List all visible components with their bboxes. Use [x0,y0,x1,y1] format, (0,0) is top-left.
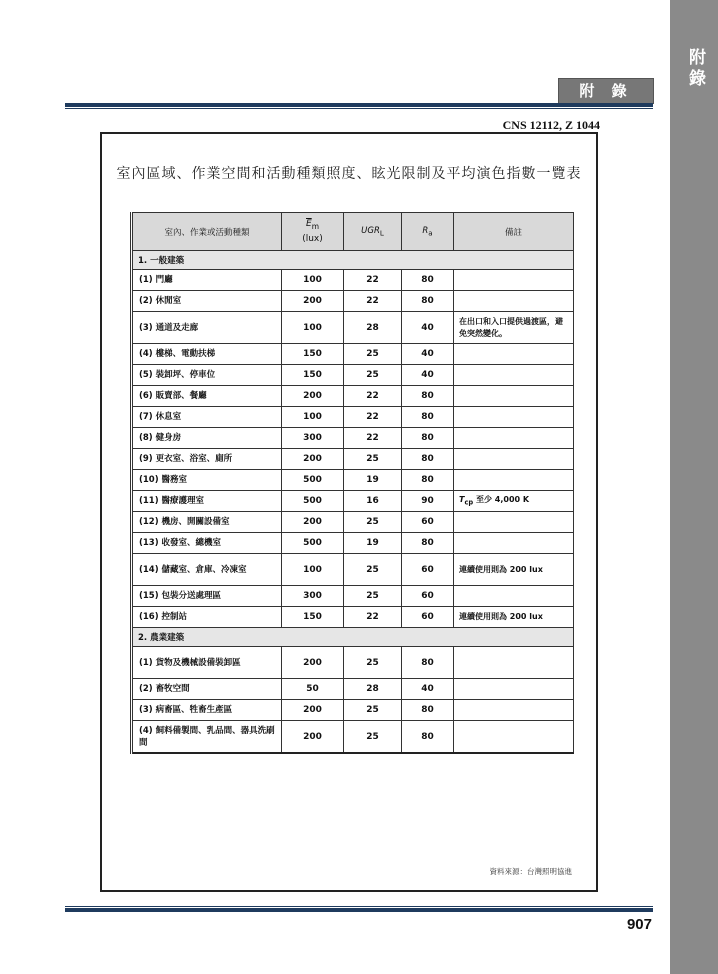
table-row: (11) 醫療護理室 500 16 90 $T_{cp}$ 至少 4,000 K [132,491,574,512]
table-row: (7) 休息室 100 22 80 [132,407,574,428]
table-row: (1) 門廳 100 22 80 [132,270,574,291]
table-row: (2) 畜牧空間 50 28 40 [132,679,574,700]
page-title: 室內區域、作業空間和活動種類照度、眩光限制及平均演色指數一覽表 [116,166,582,182]
footer-rule-thick [65,908,653,912]
standard-number: CNS 12112, Z 1044 [502,118,600,132]
table-row: (3) 通道及走廊 100 28 40 在出口和入口提供過渡區，避免突然變化。 [132,312,574,344]
table-row: (15) 包裝分送處理區 300 25 60 [132,586,574,607]
header-em: $\overline{E}_m$ (lux) [282,213,344,251]
footer-rule-thin [65,906,653,907]
header-remarks: 備註 [454,213,574,251]
table-row: (9) 更衣室、浴室、廁所 200 25 80 [132,449,574,470]
table-row: (3) 病畜區、牲畜生產區 200 25 80 [132,700,574,721]
table-row: (16) 控制站 150 22 60 連續使用則為 200 lux [132,607,574,628]
table-row: (12) 機房、開關設備室 200 25 60 [132,512,574,533]
table-row: (1) 貨物及機械設備裝卸區 200 25 80 [132,647,574,679]
table-row: (14) 儲藏室、倉庫、冷凍室 100 25 60 連續使用則為 200 lux [132,554,574,586]
side-tab [670,0,718,974]
table-row: (8) 健身房 300 22 80 [132,428,574,449]
side-tab-label: 附錄 [685,48,705,90]
table-row: (10) 醫務室 500 19 80 [132,470,574,491]
section-row: 2. 農業建築 [132,628,574,647]
source-note: 資料來源：台灣照明協進 [489,867,572,876]
table-row: (13) 收發室、總機室 500 19 80 [132,533,574,554]
section-header-label: 附 錄 [558,78,654,104]
tcp-remark: $T_{cp}$ 至少 4,000 K [454,491,574,512]
page-number: 907 [626,916,652,933]
table-header-row [132,213,574,251]
header-ra: $R_a$ [402,213,454,251]
header-ugr: $UGR_L$ [344,213,402,251]
section-row: 1. 一般建築 [132,251,574,270]
table-row: (6) 販賣部、餐廳 200 22 80 [132,386,574,407]
header-rule-thick [65,103,653,107]
illuminance-table [130,212,574,754]
header-rule-thin [65,108,653,109]
table-row: (2) 休閒室 200 22 80 [132,291,574,312]
table-row: (4) 飼料備製間、乳品間、器具洗刷間 200 25 80 [132,721,574,754]
table-row: (4) 樓梯、電動扶梯 150 25 40 [132,344,574,365]
table-row: (5) 裝卸坪、停車位 150 25 40 [132,365,574,386]
header-activity: 室內、作業或活動種類 [132,213,282,251]
